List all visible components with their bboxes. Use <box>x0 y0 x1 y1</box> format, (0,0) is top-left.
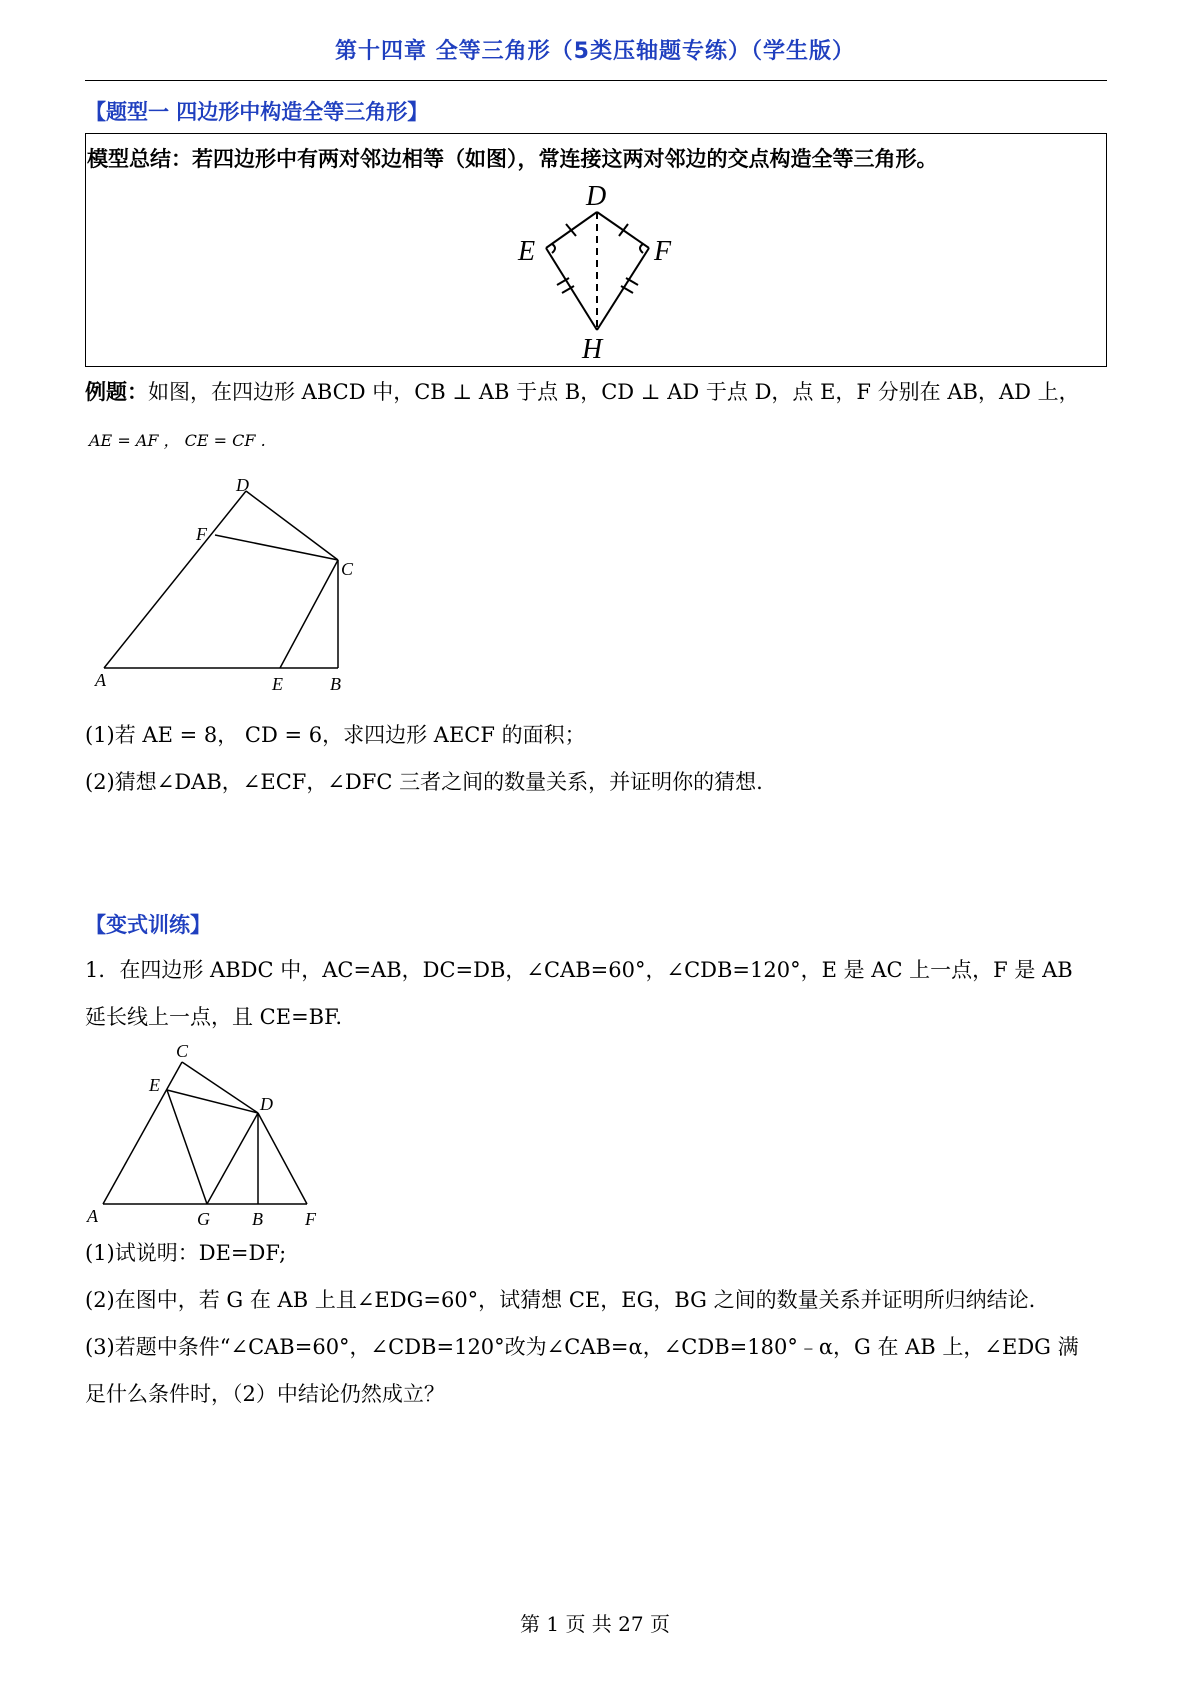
fig1-label-a: A <box>95 670 106 690</box>
edge-cd <box>246 491 338 560</box>
fig1-label-c: C <box>341 559 354 579</box>
variant-problem-line-2: 延长线上一点，且 CE=BF. <box>85 1005 343 1029</box>
example-line-1: 如图，在四边形 ABCD 中，CB ⊥ AB 于点 B，CD ⊥ AD 于点 D，点 E，F 分别在 AB，AD 上， <box>148 380 1080 404</box>
segment-eg <box>167 1090 207 1204</box>
example-intro <box>85 377 1080 407</box>
fig1-label-b: B <box>330 674 341 694</box>
section-title-2: 【变式训练】 <box>85 913 211 937</box>
edge-ac <box>103 1062 182 1204</box>
document-title: 第十四章 全等三角形（5类压轴题专练）（学生版） <box>335 39 855 64</box>
angle-mark-e <box>552 244 555 253</box>
edge-cd <box>182 1062 258 1113</box>
segment-cf <box>215 535 338 560</box>
kite-label-h: H <box>582 334 603 365</box>
kite-label-d: D <box>586 181 607 212</box>
segment-ed <box>167 1090 258 1113</box>
angle-mark-f <box>640 244 643 253</box>
fig1-label-d: D <box>236 475 249 495</box>
fig1-label-e: E <box>272 674 283 694</box>
variant-question-3-line-1: (3)若题中条件“∠CAB=60°，∠CDB=120°改为∠CAB=α，∠CDB=180°﹣α，G 在 AB 上，∠EDG 满 <box>85 1335 1079 1359</box>
fig2-label-c: C <box>176 1041 189 1061</box>
variant-problem-line-1: 1．在四边形 ABDC 中，AC=AB，DC=DB，∠CAB=60°，∠CDB=120°，E 是 AC 上一点，F 是 AB <box>85 958 1073 982</box>
edge-da <box>104 491 246 668</box>
example-label: 例题： <box>85 380 148 404</box>
fig2-label-e: E <box>149 1075 160 1095</box>
fig2-label-d: D <box>260 1094 273 1114</box>
variant-question-2: (2)在图中，若 G 在 AB 上且∠EDG=60°，试猜想 CE，EG，BG 之间的数量关系并证明所归纳结论. <box>85 1288 1036 1312</box>
model-summary-text: 模型总结：若四边形中有两对邻边相等（如图），常连接这两对邻边的交点构造全等三角形。 <box>87 147 938 171</box>
variant-question-3-line-2: 足什么条件时，（2）中结论仍然成立？ <box>85 1382 445 1406</box>
fig2-label-g: G <box>197 1209 210 1229</box>
kite-label-e: E <box>518 236 536 267</box>
kite-edge-eh <box>546 248 597 330</box>
example-question-2: (2)猜想∠DAB，∠ECF，∠DFC 三者之间的数量关系，并证明你的猜想. <box>85 770 763 794</box>
fig2-label-b: B <box>252 1209 263 1229</box>
example-line-2: AE = AF ， CE = CF . <box>89 431 266 450</box>
fig2-label-a: A <box>87 1206 98 1226</box>
section-title-1: 【题型一 四边形中构造全等三角形】 <box>85 100 429 124</box>
page-number: 第 1 页 共 27 页 <box>520 1612 670 1636</box>
tick-df <box>619 224 628 236</box>
edge-df <box>258 1113 307 1204</box>
kite-label-f: F <box>654 236 672 267</box>
fig1-label-f: F <box>196 524 207 544</box>
example-question-1: (1)若 AE = 8， CD = 6，求四边形 AECF 的面积； <box>85 723 586 747</box>
variant-question-1: (1)试说明：DE=DF; <box>85 1241 287 1265</box>
segment-dg <box>207 1113 258 1204</box>
fig2-label-f: F <box>305 1209 316 1229</box>
segment-ce <box>280 560 338 668</box>
kite-edge-fh <box>597 248 649 330</box>
tick-de <box>566 224 576 236</box>
